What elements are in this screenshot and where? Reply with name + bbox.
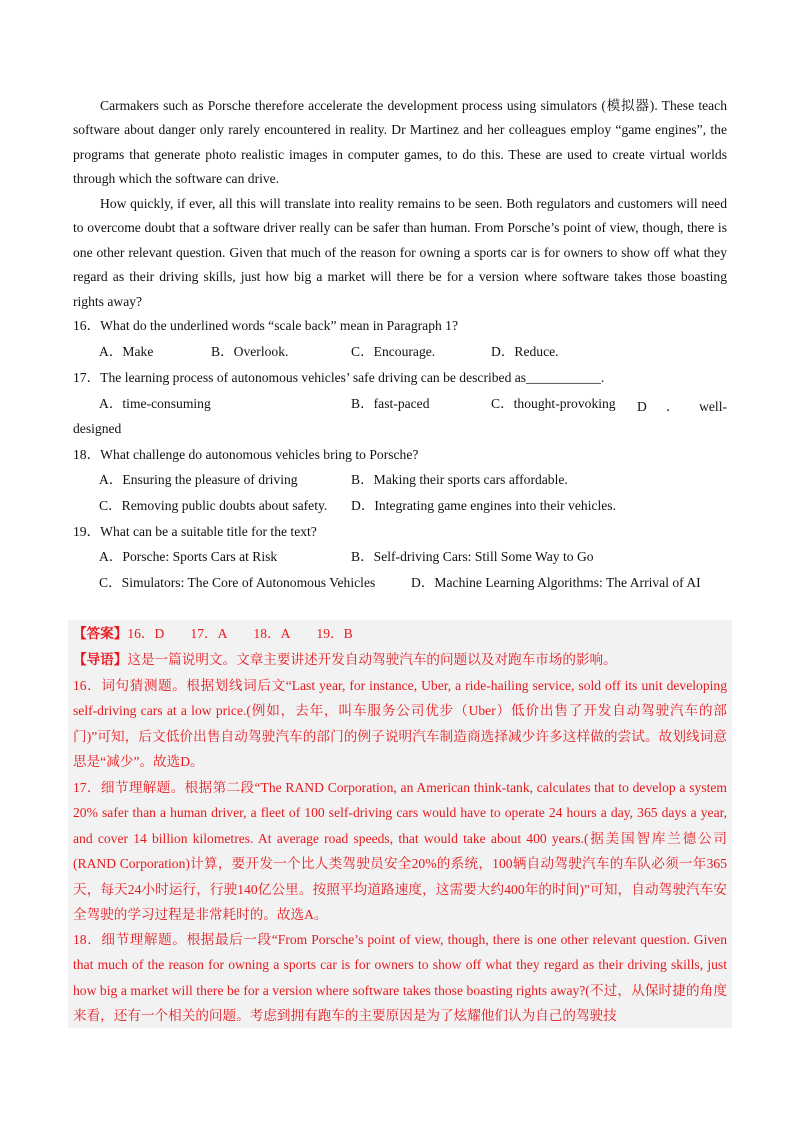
guide-label: 【导语】 (73, 652, 128, 667)
question-18-option-b: B．Making their sports cars affordable. (351, 472, 568, 487)
answer-key-16: 16．D (127, 626, 165, 641)
explanation-16: 16．词句猜测题。根据划线词后文“Last year, for instance, Uber, a ride-hailing service, sold off its unit developing self-driving cars at a low price.(例如，去年，叫车服务公司优步（Uber）低价出售了开发自动驾驶汽车的部门)”可知，后文低价出售自动驾驶汽车的部门的例子说明汽车制造商选择减少许多这样做的尝试。故划线词意思是“减少”。故选D。 (73, 678, 727, 770)
question-19-option-d: D．Machine Learning Algorithms: The Arrival of AI (411, 575, 701, 590)
question-19-stem: 19．What can be a suitable title for the text? (73, 524, 317, 539)
answer-key-18: 18．A (253, 626, 291, 641)
question-19-option-a: A．Porsche: Sports Cars at Risk (99, 549, 278, 564)
question-18-option-d: D．Integrating game engines into their vehicles. (351, 498, 616, 513)
explanation-17: 17．细节理解题。根据第二段“The RAND Corporation, an American think-tank, calculates that to develop a system 20% safer than a human driver, a fleet of 100 self-driving cars would have to operate 24 hours a day, 365 days a year, and cover 14 billion kilometres. At average road speeds, that would take about 400 years.(据美国智库兰德公司(RAND Corporation)计算，要开发一个比人类驾驶员安全20%的系统，100辆自动驾驶汽车的车队必须一年365天，每天24小时运行，行驶140亿公里。按照平均道路速度，这需要大约400年的时间)”可知，自动驾驶汽车安全驾驶的学习过程是非常耗时的。故选A。 (73, 780, 727, 923)
question-17-stem: 17．The learning process of autonomous vehicles’ safe driving can be described as___________. (73, 370, 605, 385)
answer-key-line (73, 624, 353, 644)
option-d-letter: D (637, 399, 647, 414)
question-18-option-a: A．Ensuring the pleasure of driving (99, 472, 298, 487)
question-16-option-a: A．Make (99, 344, 154, 359)
answer-key-19: 19．B (316, 626, 353, 641)
explanation-18: 18．细节理解题。根据最后一段“From Porsche’s point of view, though, there is one other relevant question. Given that much of the reason for owning a sports car is for owners to show off what they regard as their driving skills, just how big a market will there be for a version where software takes those boasting rights away?(不过，从保时捷的角度来看，还有一个相关的问题。考虑到拥有跑车的主要原因是为了炫耀他们认为自己的驾驶技 (73, 932, 727, 1024)
passage-paragraph-3: Carmakers such as Porsche therefore accelerate the development process using simulators (模拟器). These teach software about danger only rarely encountered in reality. Dr Martinez and her colleagues employ “game engines”, the programs that generate photo realistic images in computer games, to do this. These are used to create virtual worlds through which the software can drive. (73, 98, 727, 187)
question-16-option-c: C．Encourage. (351, 344, 436, 359)
passage-paragraph-4: How quickly, if ever, all this will translate into reality remains to be seen. Both regulators and customers will need to overcome doubt that a software driver really can be safer than human. From Porsche’s point of view, though, there is one other relevant question. Given that much of the reason for owning a sports car is for owners to show off what they regard as their driving skills, just how big a market will there be for a version where software takes those boasting rights away? (73, 196, 727, 309)
question-17-option-a: A．time-consuming (99, 396, 211, 411)
guide-line (73, 650, 617, 670)
question-19-option-b: B．Self-driving Cars: Still Some Way to Go (351, 549, 594, 564)
question-18-option-c: C．Removing public doubts about safety. (99, 498, 328, 513)
question-19-option-c: C．Simulators: The Core of Autonomous Vehicles (99, 575, 376, 590)
answer-key-17: 17．A (190, 626, 228, 641)
option-d-dot: ． (666, 399, 680, 414)
question-18-stem: 18．What challenge do autonomous vehicles bring to Porsche? (73, 447, 419, 462)
question-17-option-d-wrap: designed (73, 421, 122, 436)
question-16-option-d: D．Reduce. (491, 344, 559, 359)
option-d-text-start: well- (699, 399, 727, 414)
question-17-option-c: C．thought-provoking (491, 396, 616, 411)
answer-label: 【答案】 (73, 626, 128, 641)
question-17-option-b: B．fast-paced (351, 396, 430, 411)
question-16-option-b: B．Overlook. (211, 344, 289, 359)
question-16-stem: 16．What do the underlined words “scale back” mean in Paragraph 1? (73, 318, 459, 333)
question-17-option-d (637, 394, 727, 440)
guide-text: 这是一篇说明文。文章主要讲述开发自动驾驶汽车的问题以及对跑车市场的影响。 (127, 652, 617, 667)
